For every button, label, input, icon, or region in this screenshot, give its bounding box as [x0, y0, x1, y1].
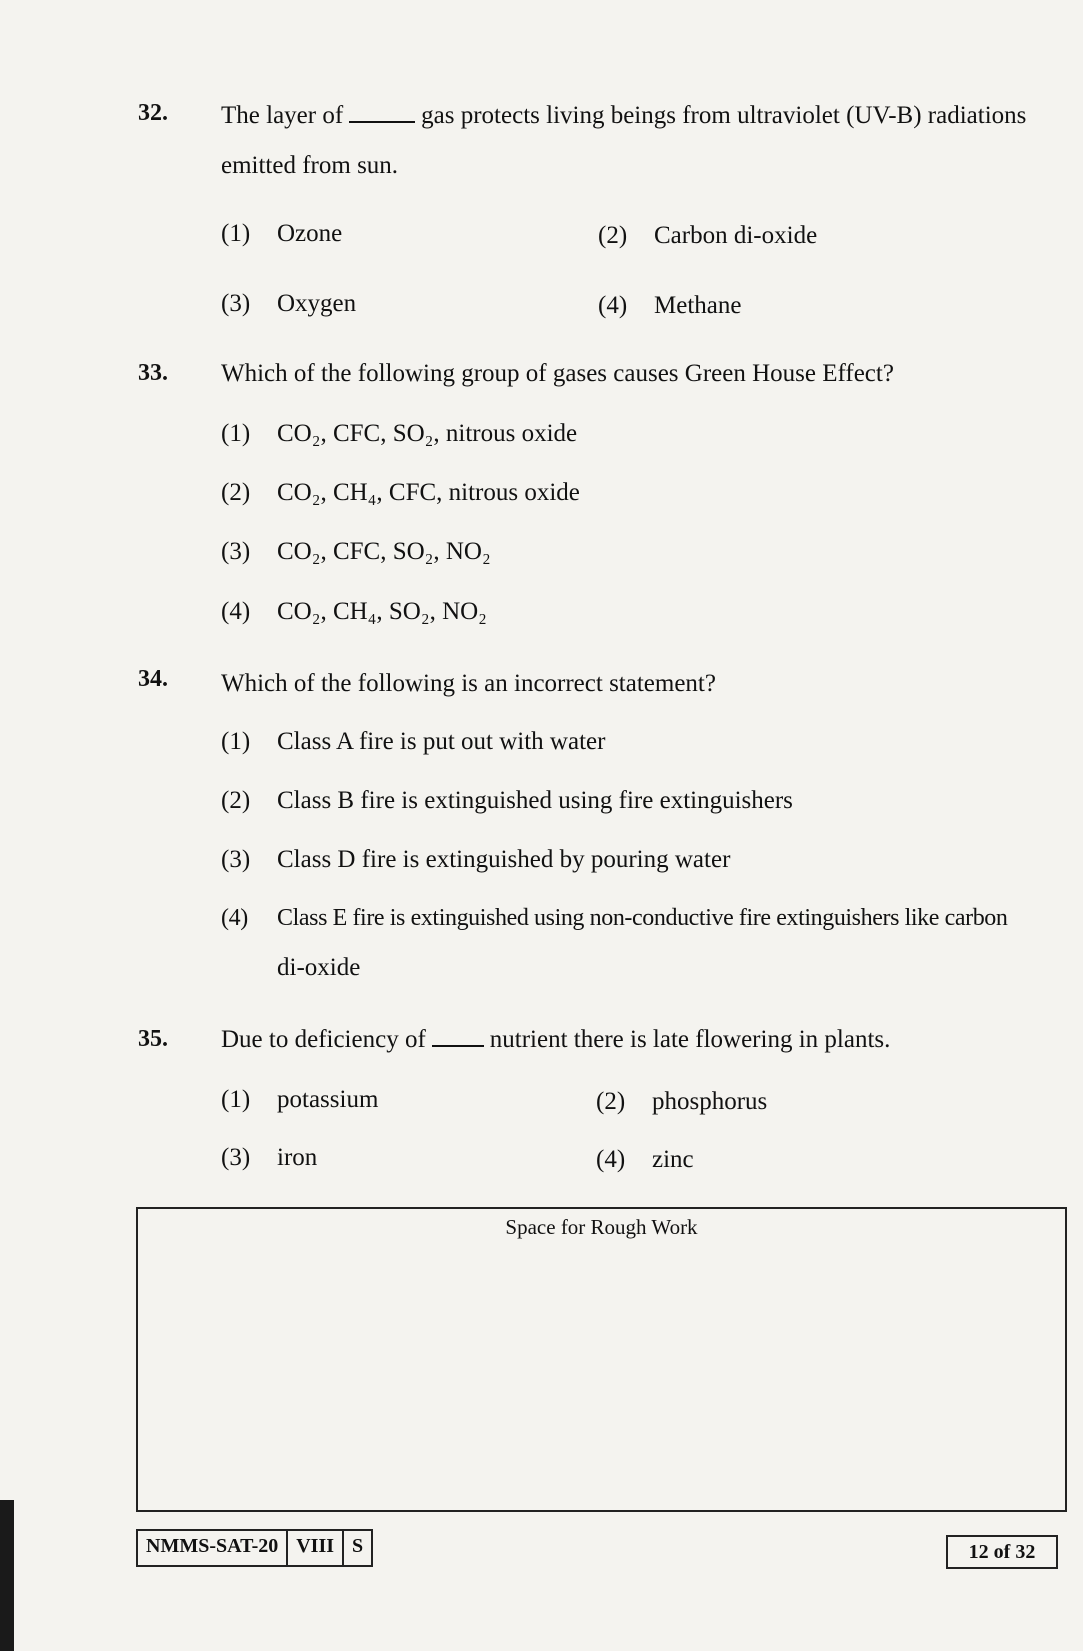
option-1: [221, 220, 342, 248]
option-text: Oxygen: [277, 290, 357, 317]
option-text: zinc: [652, 1146, 694, 1173]
option-text: Ozone: [277, 220, 343, 247]
option-number: (3): [221, 290, 251, 317]
option-3: [221, 846, 730, 874]
option-text: phosphorus: [652, 1088, 768, 1115]
option-4: [221, 598, 487, 626]
question-number: 33.: [138, 360, 168, 386]
option-number: (1): [221, 420, 251, 447]
option-2: [598, 222, 817, 250]
option-number: (1): [221, 220, 251, 247]
option-1: [221, 420, 577, 448]
option-text: iron: [277, 1144, 318, 1171]
option-1: [221, 728, 605, 756]
option-text: Carbon di-oxide: [654, 222, 818, 249]
fill-blank: [432, 1044, 484, 1047]
option-number: (2): [598, 222, 628, 249]
option-number: (3): [221, 846, 251, 873]
option-text: Class A fire is put out with water: [277, 728, 606, 755]
option-number: (3): [221, 538, 251, 565]
option-number: (4): [596, 1146, 626, 1173]
option-text: CO₂, CFC, SO₂, NO₂: [277, 538, 491, 565]
question-text: Which of the following is an incorrect statement?: [221, 670, 716, 697]
option-number: (3): [221, 1144, 251, 1171]
option-text: CO₂, CFC, SO₂, nitrous oxide: [277, 420, 578, 447]
question-text-line2: emitted from sun.: [221, 152, 399, 179]
option-text: Methane: [654, 292, 742, 319]
option-4-line2: di-oxide: [277, 954, 361, 981]
option-text: Class D fire is extinguished by pouring water: [277, 846, 731, 873]
option-number: (2): [221, 787, 251, 814]
option-number: (2): [596, 1088, 626, 1115]
option-text: Class B fire is extinguished using fire extinguishers: [277, 787, 793, 814]
option-number: (2): [221, 479, 251, 506]
question-text: [221, 1026, 890, 1054]
option-2: [596, 1088, 767, 1116]
page-number: 12 of 32: [946, 1535, 1058, 1569]
option-3: [221, 538, 491, 566]
question-text-part: The layer of: [221, 102, 344, 129]
page-edge-shadow: [0, 1500, 14, 1651]
question-text: Which of the following group of gases causes Green House Effect?: [221, 360, 894, 387]
question-text-part: nutrient there is late flowering in plants.: [489, 1026, 891, 1053]
option-number: (1): [221, 1086, 251, 1113]
option-2: [221, 787, 793, 815]
option-3: [221, 290, 356, 318]
option-number: (4): [598, 292, 628, 319]
exam-set: S: [352, 1535, 364, 1557]
option-number: (4): [221, 598, 251, 625]
question-text: [221, 102, 1026, 130]
footer-code-box: [136, 1529, 373, 1567]
question-number: 35.: [138, 1026, 168, 1052]
exam-class: VIII: [288, 1531, 344, 1565]
question-text-part: gas protects living beings from ultraviolet (UV-B) radiations: [421, 102, 1027, 129]
question-number: 32.: [138, 100, 168, 126]
question-number: 34.: [138, 666, 168, 692]
option-2: [221, 479, 580, 507]
option-1: [221, 1086, 378, 1114]
option-text: CO₂, CH₄, CFC, nitrous oxide: [277, 479, 580, 506]
question-text-part: Due to deficiency of: [221, 1026, 426, 1053]
option-text: CO₂, CH₄, SO₂, NO₂: [277, 598, 487, 625]
option-text: Class E fire is extinguished using non-conductive fire extinguishers like carbon: [277, 905, 1008, 931]
option-4: [598, 292, 741, 320]
option-number: (4): [221, 905, 248, 931]
option-text: potassium: [277, 1086, 379, 1113]
option-number: (1): [221, 728, 251, 755]
rough-work-box: [136, 1207, 1067, 1512]
option-4: [596, 1146, 694, 1174]
rough-work-title: Space for Rough Work: [505, 1215, 698, 1239]
exam-code: NMMS-SAT-20: [138, 1531, 288, 1565]
fill-blank: [349, 120, 415, 123]
option-3: [221, 1144, 317, 1172]
option-4: [221, 905, 1008, 932]
